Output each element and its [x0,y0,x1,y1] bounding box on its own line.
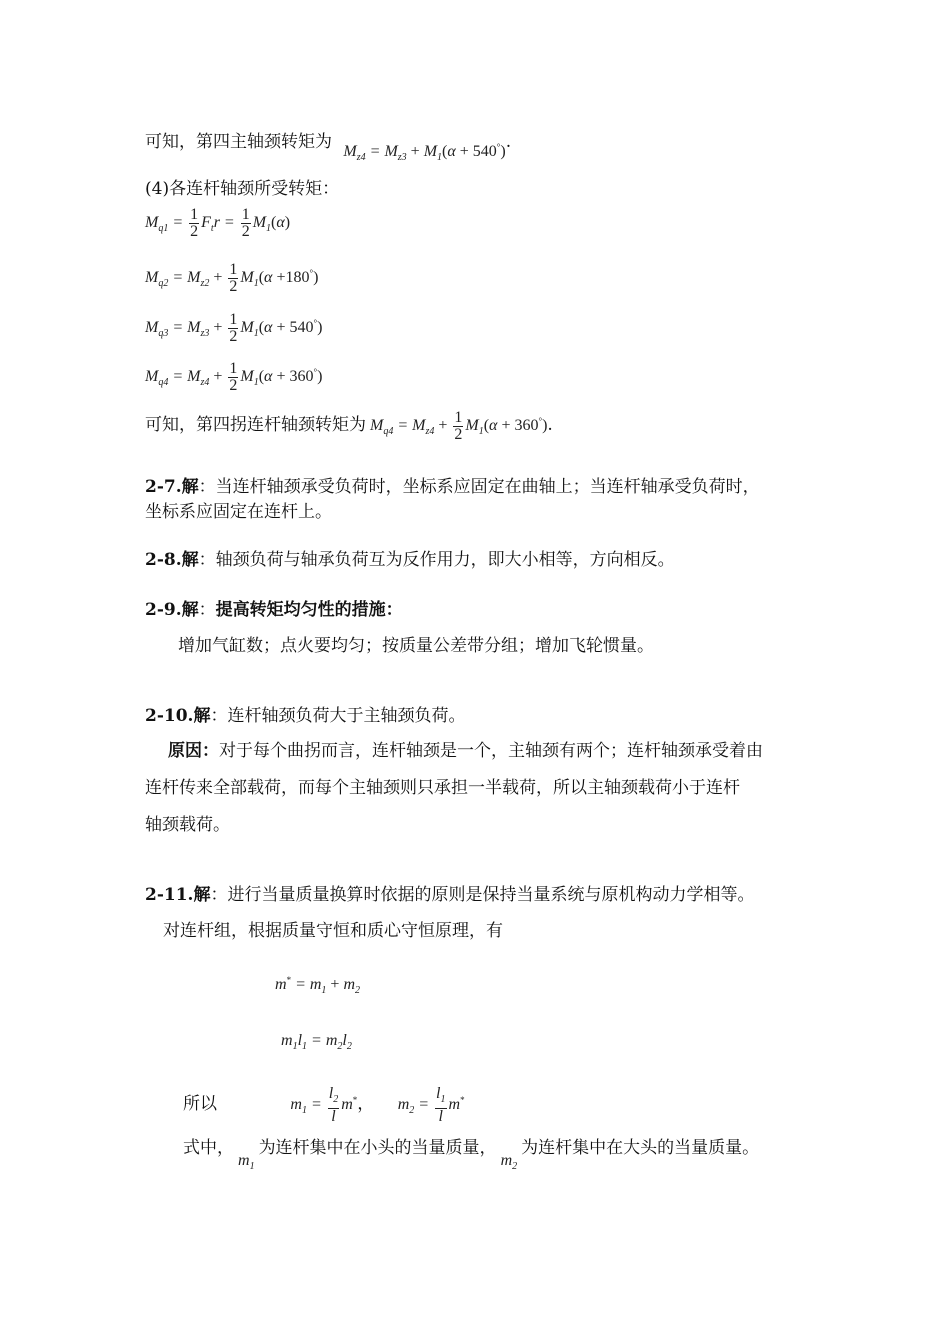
answer-label: 2-7.解 [145,477,199,497]
formula-mq4-final: $M_{q4} = M_{z4}$ + $\frac{1}{2}$ $M_1(\alpha + 360^\circ)$ [370,408,548,443]
answer-2-11: 2-11.解：进行当量质量换算时依据的原则是保持当量系统与原机构动力学相等。 [145,885,755,905]
answer-text: 进行当量质量换算时依据的原则是保持当量系统与原机构动力学相等。 [227,885,755,905]
answer-2-7: 2-7.解：当连杆轴颈承受负荷时，坐标系应固定在曲轴上；当连杆轴承受负荷时， [145,477,760,497]
answer-label: 2-8.解 [145,550,199,570]
answer-text: 连杆轴颈负荷大于主轴颈负荷。 [227,706,466,726]
formula-moment-balance: $m_1l_1 = m_2l_2$ [281,1032,352,1052]
conclusion-text: 可知，第四拐连杆轴颈转矩为 [145,415,366,435]
answer-2-10: 2-10.解：连杆轴颈负荷大于主轴颈负荷。 [145,706,466,726]
crankpin-torque-conclusion [145,404,553,449]
symbol-m2: $m_2$ [500,1152,518,1172]
answer-text: 当连杆轴颈承受负荷时，坐标系应固定在曲轴上；当连杆轴承受负荷时， [215,477,760,497]
answer-2-10-reason-l1: 原因：对于每个曲拐而言，连杆轴颈是一个，主轴颈有两个；连杆轴颈承受着由 [168,741,763,761]
formula-mq4: $M_{q4} = M_{z4}$ + $\frac{1}{2}$ $M_1(\alpha + 360^\circ)$ [145,359,323,394]
main-journal-torque-conclusion [145,127,512,163]
formula-result-row: 所以 $m_1$ = $\frac{l_2}{l}$ m*， $m_2$ = $\frac{l_1}{l}$ m* [183,1084,465,1125]
conclusion-text: 可知，第四主轴颈转矩为 [145,132,332,152]
reason-label: 原因： [168,741,219,761]
answer-text: 轴颈负荷与轴承负荷互为反作用力，即大小相等，方向相反。 [215,550,675,570]
where-prefix: 式中， [183,1138,234,1158]
answer-2-8: 2-8.解：轴颈负荷与轴承负荷互为反作用力，即大小相等，方向相反。 [145,550,675,570]
answer-label: 2-9.解 [145,600,199,620]
period: . [505,132,512,152]
formula-mq1: $M_{q1}$ = $\frac{1}{2}$ $F_tr$ = $\frac{1}{2}$ $M_1(\alpha)$ [145,205,291,240]
answer-label: 2-10.解 [145,706,211,726]
answer-2-9-text: 增加气缸数；点火要均匀；按质量公差带分组；增加飞轮惯量。 [178,636,654,656]
answer-title: 提高转矩均匀性的措施： [215,600,403,620]
where-m2-text: 为连杆集中在大头的当量质量。 [521,1138,760,1158]
formula-m1: $m_1$ = $\frac{l_2}{l}$ m* [290,1084,358,1125]
formula-mq3: $M_{q3} = M_{z3}$ + $\frac{1}{2}$ $M_1(\alpha + 540^\circ)$ [145,310,323,345]
answer-2-10-reason-l2: 连杆传来全部载荷，而每个主轴颈则只承担一半载荷，所以主轴颈载荷小于连杆 [145,778,740,798]
symbol-m1: $m_1$ [238,1152,255,1172]
where-m1-text: 为连杆集中在小头的当量质量， [258,1138,497,1158]
section-4-heading: (4)各连杆轴颈所受转矩： [145,179,340,199]
period: . [547,415,553,435]
answer-2-7-cont: 坐标系应固定在连杆上。 [145,502,332,522]
answer-label: 2-11.解 [145,885,211,905]
answer-2-11-intro: 对连杆组，根据质量守恒和质心守恒原理，有 [163,921,503,941]
formula-mq2: $M_{q2} = M_{z2}$ + $\frac{1}{2}$ $M_1(\alpha +180^\circ)$ [145,260,319,295]
answer-2-10-reason-l3: 轴颈载荷。 [145,815,230,835]
formula-mass-conservation: $m^* = m_1 + m_2$ [275,975,361,996]
so-text: 所以 [183,1094,217,1114]
answer-2-9: 2-9.解：提高转矩均匀性的措施： [145,600,403,620]
formula-where-line [183,1137,760,1172]
formula-m2: $m_2$ = $\frac{l_1}{l}$ m* [397,1084,465,1125]
formula-mz4: $M_{z4} = M_{z3} + M_1(\alpha + 540^\circ)$ [343,142,506,163]
